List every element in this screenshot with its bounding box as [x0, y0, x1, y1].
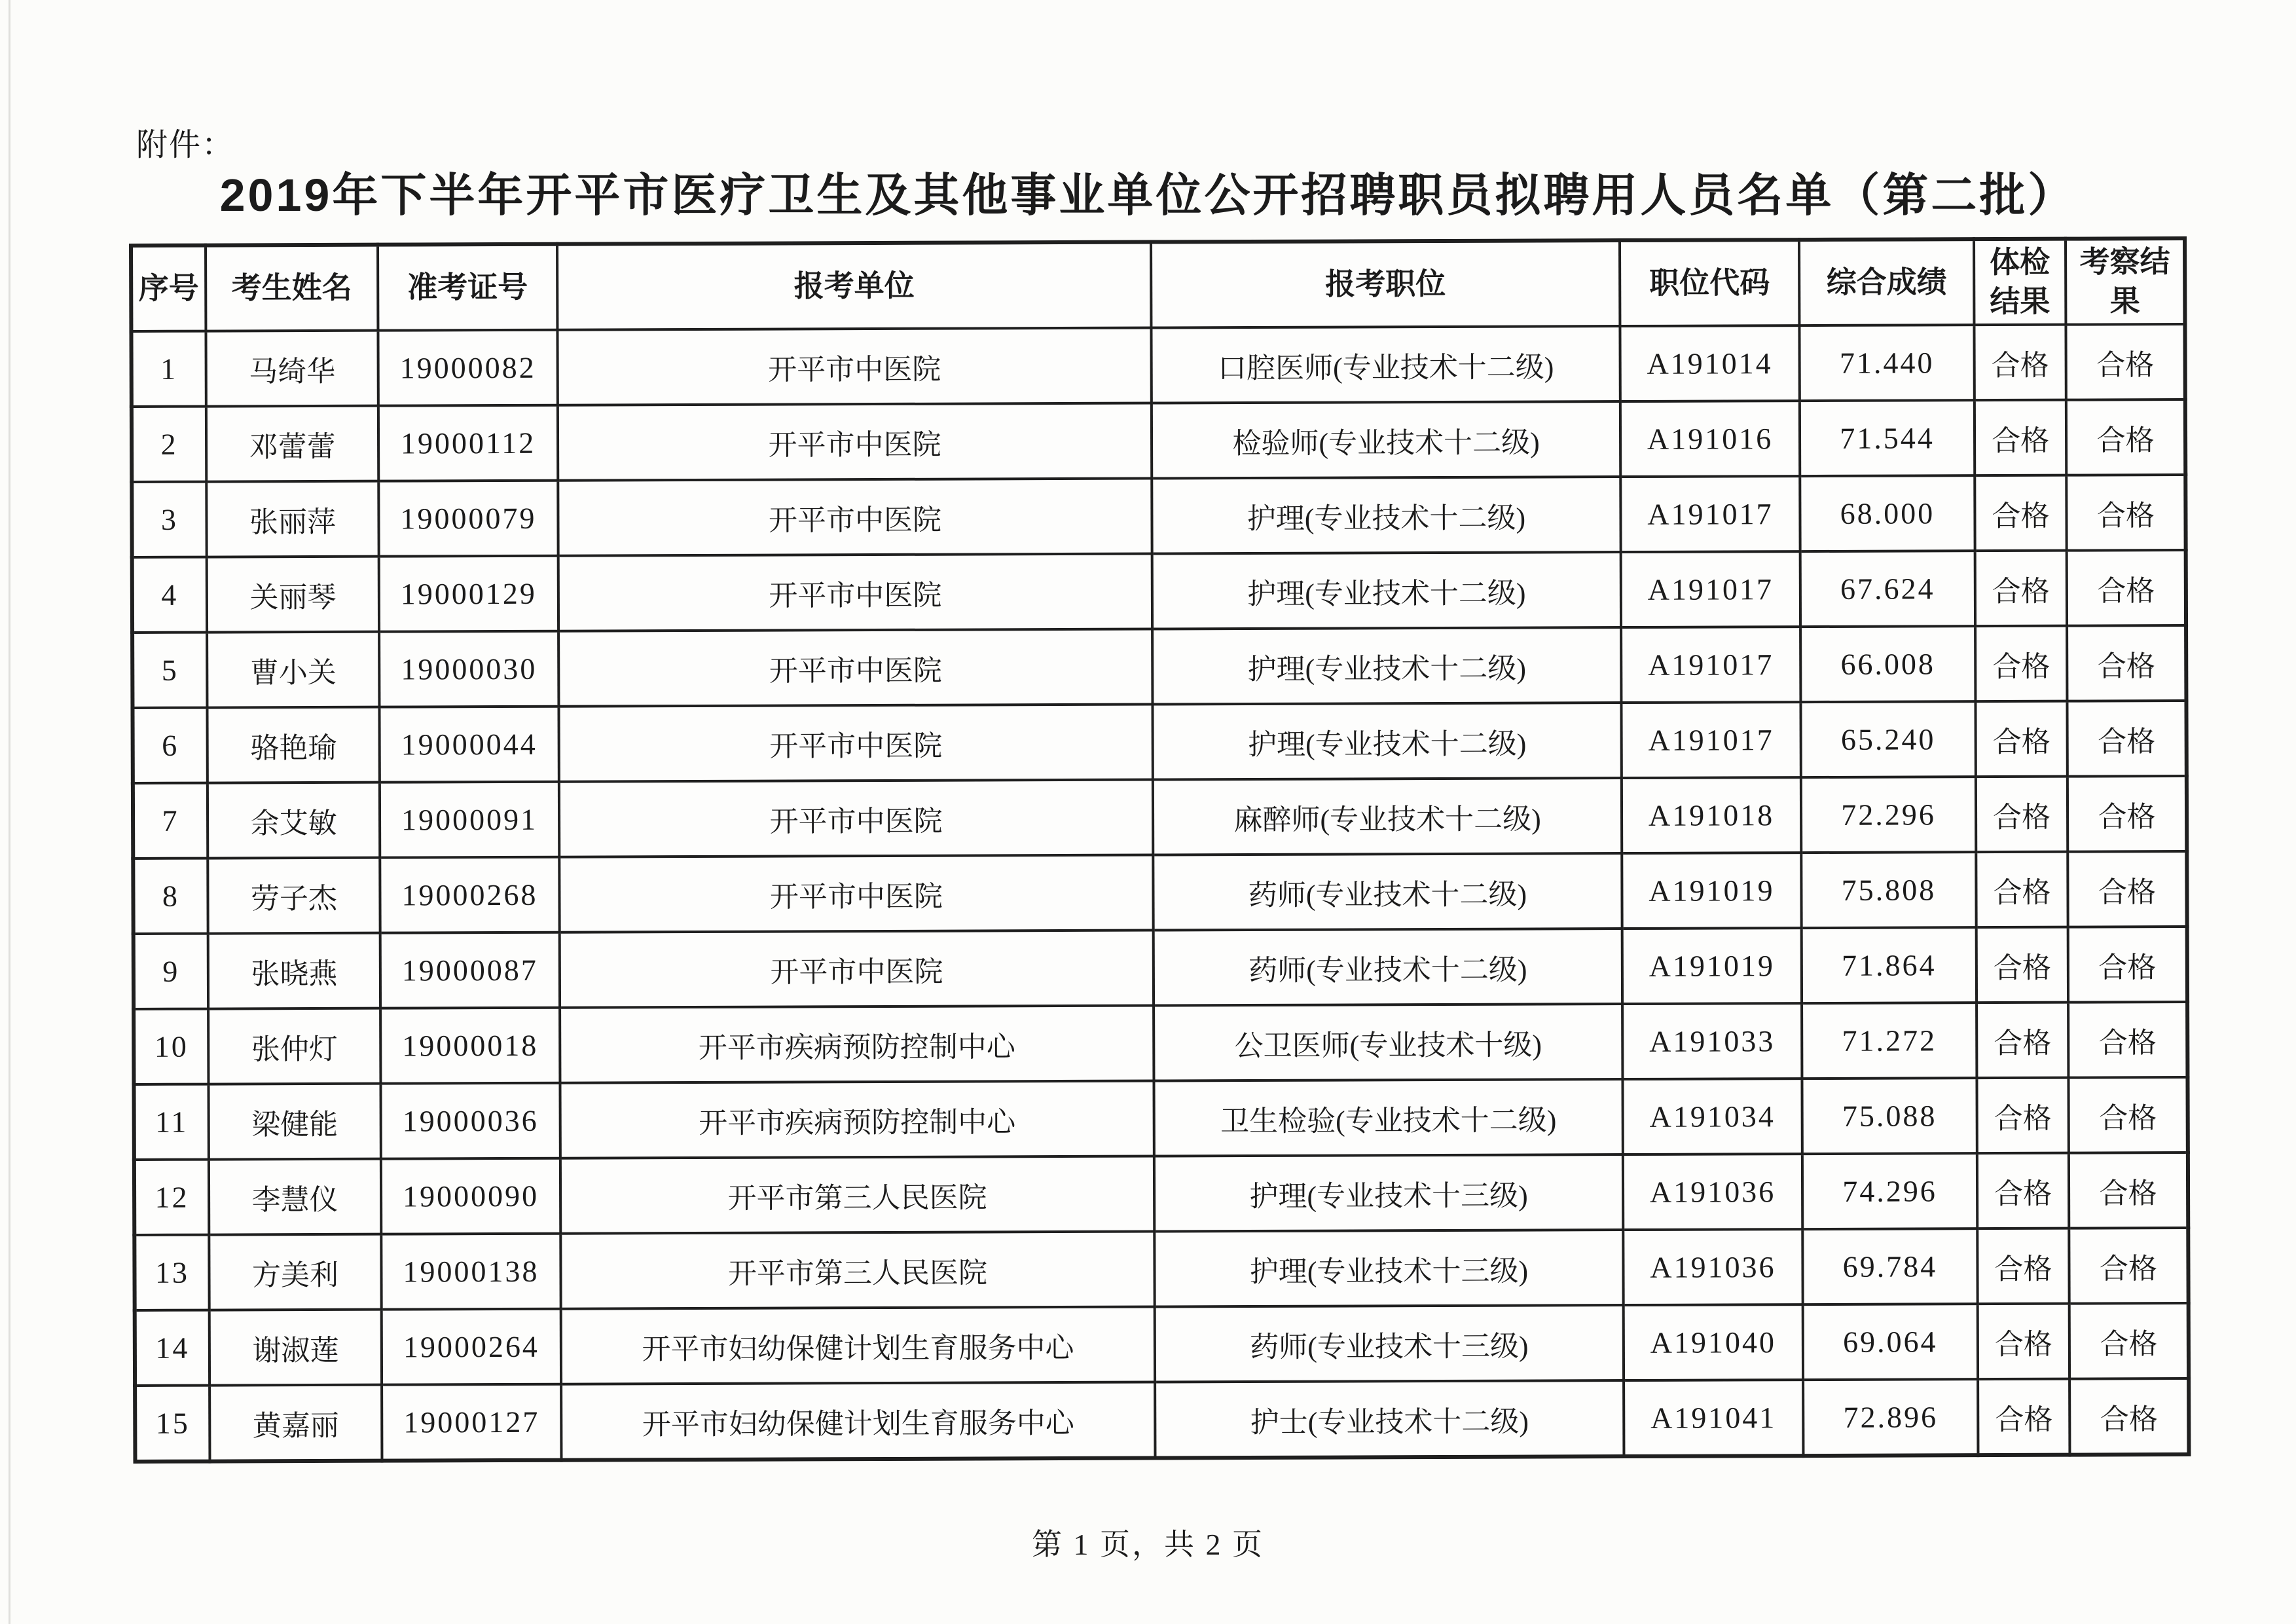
attachment-label: 附件：: [136, 128, 235, 162]
table-cell: A191014: [1620, 325, 1799, 401]
table-row: [132, 399, 2185, 482]
table-cell: 护理(专业技术十二级): [1152, 627, 1621, 704]
table-cell: 68.000: [1800, 475, 1975, 551]
table-cell: 合格: [1977, 927, 2068, 1003]
table-cell: 开平市妇幼保健计划生育服务中心: [561, 1382, 1155, 1460]
table-row: [135, 1303, 2189, 1386]
column-header: 准考证号: [378, 244, 557, 331]
table-cell: 开平市第三人民医院: [560, 1232, 1154, 1309]
table-cell: 合格: [2067, 701, 2186, 777]
table-cell: 卫生检验(专业技术十二级): [1154, 1079, 1622, 1156]
table-cell: A191034: [1622, 1079, 1802, 1154]
table-cell: 71.864: [1802, 927, 1977, 1003]
table-cell: 12: [134, 1160, 209, 1235]
table-cell: 2: [132, 407, 206, 482]
table-cell: 6: [132, 708, 207, 783]
table-row: [135, 1378, 2189, 1462]
table-cell: 10: [134, 1009, 208, 1084]
table-cell: 开平市疾病预防控制中心: [560, 1081, 1154, 1158]
table-cell: 关丽琴: [207, 557, 379, 633]
table-cell: 检验师(专业技术十二级): [1152, 401, 1620, 478]
table-cell: A191017: [1621, 551, 1800, 627]
table-cell: 75.088: [1802, 1078, 1977, 1154]
table-cell: 19000044: [379, 707, 558, 783]
table-row: [134, 1228, 2188, 1310]
table-cell: 骆艳瑜: [207, 707, 379, 783]
column-header: 序号: [131, 246, 206, 331]
table-cell: 19000264: [382, 1309, 561, 1385]
table-cell: 合格: [2066, 475, 2185, 551]
table-cell: 15: [135, 1386, 210, 1462]
table-cell: 合格: [2066, 324, 2185, 400]
column-header: 考生姓名: [206, 245, 378, 331]
table-cell: 合格: [2069, 1228, 2188, 1304]
table-header-row: [131, 238, 2185, 331]
table-cell: 开平市中医院: [558, 629, 1152, 707]
table-row: [133, 776, 2187, 858]
table-cell: 合格: [2069, 1303, 2189, 1379]
table-cell: 开平市中医院: [560, 931, 1154, 1008]
table-cell: A191041: [1624, 1380, 1803, 1456]
column-header: 报考单位: [557, 242, 1151, 330]
table-cell: 开平市中医院: [558, 479, 1152, 556]
table-cell: 合格: [2068, 1002, 2187, 1078]
table-cell: A191019: [1622, 853, 1801, 929]
column-header: 体检结果: [1974, 239, 2066, 325]
column-header: 综合成绩: [1799, 239, 1974, 325]
table-cell: 71.440: [1799, 325, 1974, 401]
table-cell: 麻醉师(专业技术十二级): [1153, 778, 1622, 855]
table-cell: 合格: [1976, 777, 2068, 852]
table-cell: 合格: [1975, 701, 2067, 777]
table-cell: 19000018: [380, 1008, 560, 1084]
table-cell: 开平市妇幼保健计划生育服务中心: [561, 1307, 1155, 1384]
table-cell: A191016: [1620, 401, 1800, 477]
table-cell: 71.272: [1802, 1003, 1977, 1079]
table-cell: 开平市中医院: [558, 554, 1152, 631]
table-cell: 张晓燕: [208, 933, 380, 1009]
table-cell: 护理(专业技术十三级): [1154, 1154, 1623, 1231]
table-cell: 合格: [1978, 1304, 2069, 1379]
table-cell: 合格: [1977, 1078, 2068, 1153]
table-cell: 合格: [1977, 1228, 2069, 1304]
table-cell: 75.808: [1801, 852, 1976, 928]
table-cell: A191036: [1623, 1229, 1802, 1305]
table-cell: A191033: [1622, 1003, 1802, 1079]
table-cell: 公卫医师(专业技术十级): [1154, 1004, 1622, 1080]
column-header: 考察结果: [2066, 238, 2185, 325]
table-cell: 14: [135, 1310, 210, 1386]
table-cell: A191040: [1624, 1304, 1803, 1380]
table-cell: 药师(专业技术十二级): [1154, 929, 1622, 1005]
table-cell: 1: [131, 331, 206, 407]
table-row: [134, 1002, 2187, 1084]
table-cell: 梁健能: [208, 1084, 380, 1160]
table-cell: 合格: [2067, 625, 2186, 701]
table-cell: 合格: [2068, 1077, 2187, 1153]
table-cell: 劳子杰: [208, 858, 380, 934]
column-header: 报考职位: [1151, 240, 1620, 327]
table-cell: 合格: [2069, 1153, 2188, 1228]
table-cell: 合格: [2068, 776, 2187, 852]
table-cell: 19000036: [380, 1083, 560, 1159]
table-cell: 张仲灯: [208, 1008, 380, 1084]
table-cell: 合格: [2068, 927, 2187, 1003]
table-cell: 合格: [1975, 400, 2066, 475]
table-cell: 合格: [1976, 852, 2068, 927]
table-cell: 5: [132, 633, 207, 708]
table-cell: 合格: [1977, 1003, 2068, 1078]
table-cell: A191019: [1622, 928, 1802, 1004]
table-cell: 合格: [1975, 551, 2067, 626]
scan-fold-line: [9, 0, 10, 1624]
hiring-list-table: [129, 236, 2191, 1464]
table-cell: 67.624: [1800, 551, 1975, 627]
table-cell: 72.896: [1803, 1379, 1978, 1456]
page-title: 2019年下半年开平市医疗卫生及其他事业单位公开招聘职员拟聘用人员名单（第二批）: [219, 170, 2077, 221]
table-cell: 药师(专业技术十二级): [1153, 853, 1622, 930]
table-cell: 合格: [1975, 475, 2066, 551]
column-header: 职位代码: [1620, 240, 1799, 326]
table-cell: 护理(专业技术十三级): [1154, 1230, 1623, 1306]
table-cell: 合格: [2066, 399, 2185, 475]
table-cell: 合格: [1978, 1379, 2069, 1455]
table-cell: 黄嘉丽: [210, 1385, 382, 1462]
table-row: [134, 1153, 2188, 1235]
table-row: [131, 324, 2185, 407]
table-cell: 7: [133, 783, 208, 858]
table-cell: 19000082: [378, 330, 557, 406]
table-cell: 开平市疾病预防控制中心: [560, 1006, 1154, 1083]
table-cell: 66.008: [1800, 626, 1975, 702]
table-row: [132, 475, 2185, 557]
table-cell: 谢淑莲: [210, 1310, 382, 1386]
table-cell: 19000079: [378, 481, 558, 557]
table-cell: 开平市中医院: [559, 855, 1153, 932]
table-cell: 8: [133, 858, 208, 934]
table-cell: A191017: [1621, 702, 1800, 778]
table-cell: A191018: [1622, 777, 1801, 853]
table-cell: A191017: [1621, 627, 1800, 703]
table-cell: 19000087: [380, 932, 560, 1008]
table-cell: 19000091: [380, 782, 559, 858]
table-row: [134, 927, 2187, 1009]
table-cell: 护理(专业技术十二级): [1152, 703, 1621, 779]
table-cell: 69.064: [1803, 1304, 1978, 1380]
table-cell: 方美利: [209, 1234, 381, 1310]
page-number-footer: 第 1 页，共 2 页: [1032, 1528, 1264, 1561]
table-cell: 合格: [1974, 325, 2066, 400]
table-cell: 合格: [2068, 851, 2187, 927]
table-cell: 71.544: [1800, 400, 1975, 476]
table-row: [132, 550, 2186, 633]
table-cell: 马绮华: [206, 331, 378, 407]
table-cell: 19000112: [378, 405, 558, 481]
table-cell: 74.296: [1802, 1153, 1977, 1229]
table-cell: 护理(专业技术十二级): [1152, 477, 1620, 553]
table-cell: 开平市中医院: [559, 780, 1153, 857]
table-cell: A191017: [1620, 476, 1800, 552]
table-cell: 19000127: [382, 1384, 561, 1461]
table-row: [134, 1077, 2187, 1160]
table-cell: 9: [134, 934, 208, 1009]
table-cell: 开平市中医院: [557, 328, 1151, 405]
table-cell: 护理(专业技术十二级): [1152, 552, 1621, 629]
table-row: [132, 701, 2186, 783]
table-cell: 合格: [1975, 626, 2067, 701]
table-cell: 3: [132, 482, 206, 557]
table-cell: A191036: [1623, 1154, 1802, 1230]
table-body: [131, 324, 2189, 1462]
table-cell: 曹小关: [207, 632, 379, 708]
table-row: [132, 625, 2186, 708]
table-cell: 72.296: [1801, 777, 1976, 853]
table-cell: 19000268: [380, 857, 559, 933]
table-cell: 19000138: [381, 1234, 560, 1310]
table-cell: 开平市中医院: [558, 403, 1152, 481]
table-cell: 口腔医师(专业技术十二级): [1151, 326, 1620, 403]
table-cell: 邓蕾蕾: [206, 406, 378, 482]
table-cell: 11: [134, 1084, 208, 1160]
table-cell: 护士(专业技术十二级): [1155, 1380, 1624, 1458]
table-cell: 余艾敏: [208, 783, 380, 858]
table-cell: 13: [134, 1235, 209, 1310]
table-cell: 合格: [2069, 1378, 2189, 1455]
table-cell: 张丽萍: [206, 481, 378, 557]
table-cell: 李慧仪: [209, 1159, 381, 1235]
table-cell: 合格: [2067, 550, 2186, 626]
table-cell: 19000090: [381, 1158, 560, 1234]
table-row: [133, 851, 2187, 934]
table-cell: 药师(专业技术十三级): [1155, 1305, 1624, 1382]
table-cell: 65.240: [1800, 701, 1975, 777]
table-cell: 开平市第三人民医院: [560, 1156, 1154, 1234]
table-cell: 19000030: [379, 631, 558, 707]
table-cell: 19000129: [379, 556, 558, 632]
table-cell: 开平市中医院: [558, 705, 1152, 782]
table-cell: 合格: [1977, 1153, 2069, 1228]
table-cell: 4: [132, 557, 207, 633]
table-cell: 69.784: [1802, 1228, 1977, 1304]
